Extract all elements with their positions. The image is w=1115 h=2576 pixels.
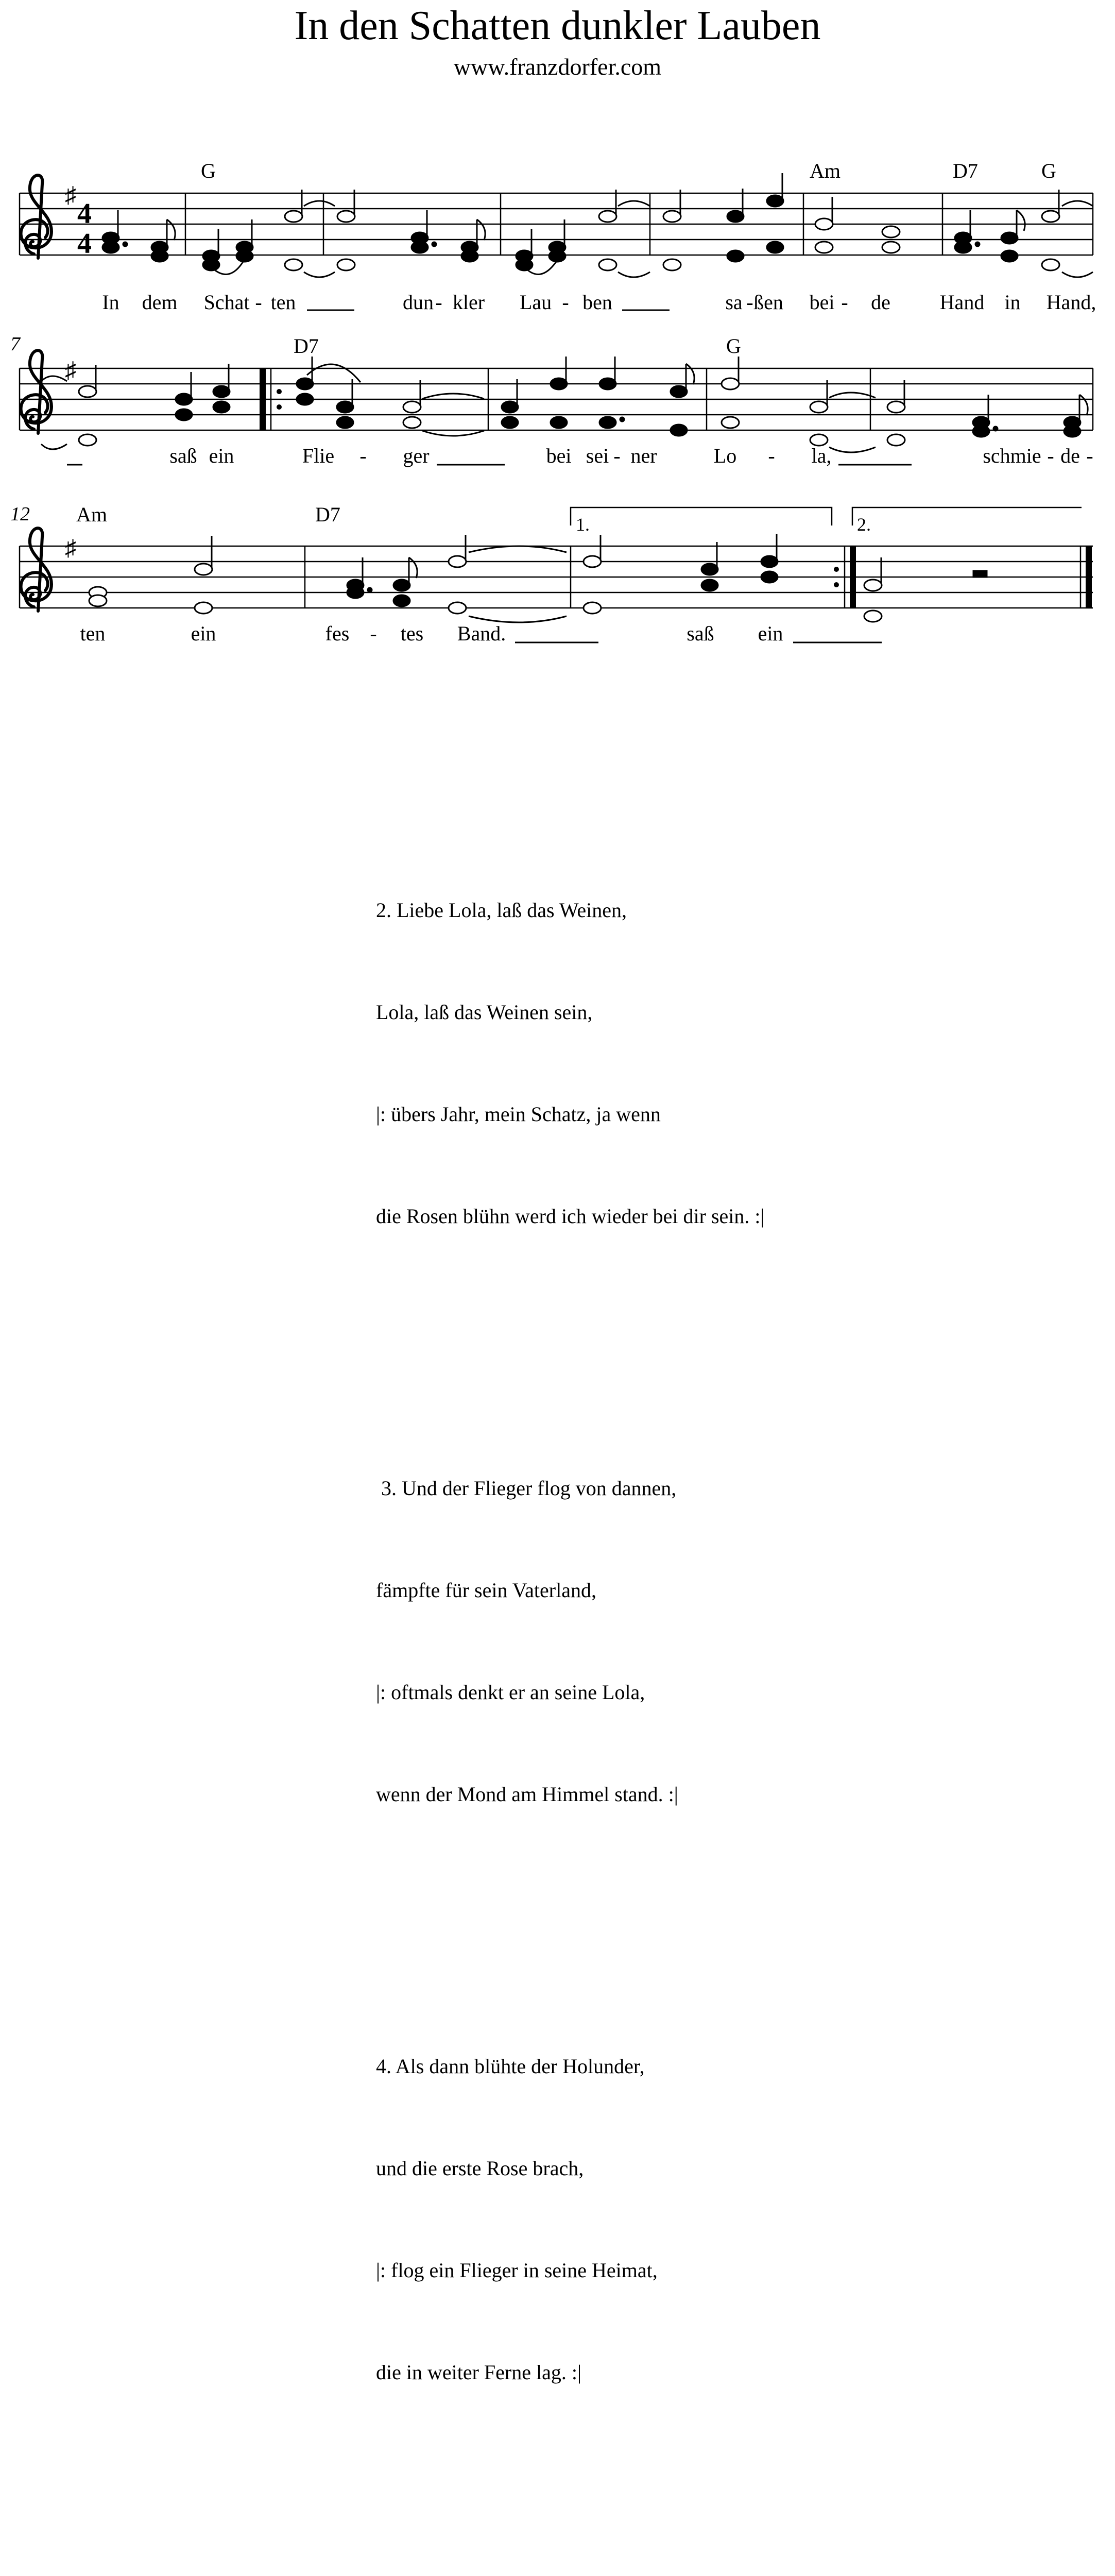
staff-system-1 <box>20 159 1096 314</box>
key-signature-sharp-icon: ♯ <box>65 182 76 208</box>
verse-line: 3. Und der Flieger flog von dannen, <box>376 1477 677 1500</box>
lyric-syllable: Flie <box>302 444 335 467</box>
chord-symbol: G <box>726 334 741 358</box>
lyric-hyphen: - <box>1086 444 1093 467</box>
lyric-syllable: de <box>871 291 890 314</box>
lyric-hyphen: - <box>746 291 753 314</box>
verse-line: |: übers Jahr, mein Schatz, ja wenn <box>376 1103 661 1126</box>
notes-system-2 <box>41 357 1088 452</box>
lyric-syllable: Hand <box>939 291 985 314</box>
lyric-syllable: sa <box>725 291 743 314</box>
verse-4 <box>376 1981 994 2458</box>
lyric-hyphen: - <box>562 291 569 314</box>
lyric-hyphen: - <box>359 444 367 467</box>
lyric-syllable: ein <box>209 444 234 467</box>
chord-symbol: Am <box>76 503 107 526</box>
repeat-dot <box>834 582 839 587</box>
notes-system-1 <box>102 173 1093 277</box>
lyric-syllable: saß <box>687 622 714 645</box>
lyric-syllable: la, <box>811 444 832 467</box>
verse-5 <box>376 2560 994 2576</box>
time-signature-top: 4 <box>77 198 92 230</box>
lyric-syllable: Hand, <box>1046 291 1096 314</box>
verse-line: fämpfte für sein Vaterland, <box>376 1579 596 1602</box>
key-signature-sharp-icon: ♯ <box>65 535 76 561</box>
chord-symbol: D7 <box>294 334 319 358</box>
lyric-syllable: bei <box>809 291 835 314</box>
website-url: www.franzdorfer.com <box>453 54 662 80</box>
lyric-syllable: dem <box>142 291 178 314</box>
additional-verses <box>376 757 994 2576</box>
treble-clef-icon <box>21 175 52 258</box>
repeat-dot <box>277 404 282 410</box>
song-title: In den Schatten dunkler Lauben <box>294 3 821 48</box>
chord-symbol: D7 <box>953 159 978 182</box>
staff-system-2 <box>10 333 1093 467</box>
verse-2 <box>376 825 994 1301</box>
measure-number: 12 <box>10 503 30 525</box>
lyric-syllable: fes <box>325 622 350 645</box>
chord-symbol: Am <box>810 159 840 182</box>
lyric-syllable: dun <box>403 291 434 314</box>
lyric-syllable: ten <box>80 622 106 645</box>
volta-label: 1. <box>576 514 590 535</box>
lyric-syllable: In <box>102 291 119 314</box>
chord-symbol: D7 <box>315 503 340 526</box>
lyric-syllable: ner <box>630 444 657 467</box>
verse-line: und die erste Rose brach, <box>376 2157 584 2180</box>
verse-line: die in weiter Ferne lag. :| <box>376 2361 581 2384</box>
lyric-syllable: bei <box>546 444 572 467</box>
lyric-syllable: kler <box>452 291 485 314</box>
lyric-syllable: de <box>1060 444 1080 467</box>
lyric-syllable: saß <box>169 444 197 467</box>
lyric-syllable: ger <box>403 444 430 467</box>
volta-label: 2. <box>857 514 871 535</box>
repeat-dot <box>834 567 839 572</box>
chord-symbol: G <box>1041 159 1056 182</box>
chord-symbol: G <box>201 159 216 182</box>
verse-line: 4. Als dann blühte der Holunder, <box>376 2055 645 2078</box>
lyric-syllable: in <box>1004 291 1021 314</box>
lyric-hyphen: - <box>1047 444 1054 467</box>
verse-line: wenn der Mond am Himmel stand. :| <box>376 1783 678 1806</box>
verse-line: |: oftmals denkt er an seine Lola, <box>376 1681 645 1704</box>
lyric-syllable: schmie <box>983 444 1041 467</box>
lyric-hyphen: - <box>255 291 262 314</box>
verse-line: die Rosen blühn werd ich wieder bei dir sein. :| <box>376 1205 765 1228</box>
time-signature-bottom: 4 <box>77 228 92 260</box>
volta-brackets <box>571 507 1082 526</box>
half-rest-icon <box>973 571 987 577</box>
lyric-syllable: Lau <box>519 291 552 314</box>
lyric-syllable: ben <box>582 291 612 314</box>
lyric-syllable: ßen <box>753 291 783 314</box>
measure-number: 7 <box>10 333 20 355</box>
lyric-syllable: Schat <box>203 291 250 314</box>
repeat-dot <box>277 389 282 394</box>
verse-line: 2. Liebe Lola, laß das Weinen, <box>376 899 627 922</box>
lyric-hyphen: - <box>370 622 377 645</box>
treble-clef-icon <box>21 528 52 611</box>
lyric-syllable: sei <box>586 444 609 467</box>
lyric-syllable: ein <box>758 622 783 645</box>
key-signature-sharp-icon: ♯ <box>65 358 76 383</box>
lyric-syllable: Lo <box>713 444 737 467</box>
lyric-syllable: Band. <box>457 622 506 645</box>
lyric-hyphen: - <box>768 444 775 467</box>
staff-system-3 <box>10 503 1093 645</box>
lyric-syllable: tes <box>400 622 424 645</box>
lyric-hyphen: - <box>435 291 442 314</box>
sheet-music-score <box>0 0 1115 670</box>
lyric-syllable: ten <box>270 291 296 314</box>
treble-clef-icon <box>21 350 52 433</box>
lyric-hyphen: - <box>841 291 848 314</box>
lyric-hyphen: - <box>613 444 621 467</box>
lyric-syllable: ein <box>191 622 216 645</box>
verse-3 <box>376 1403 994 1879</box>
verse-line: Lola, laß das Weinen sein, <box>376 1001 593 1024</box>
verse-line: |: flog ein Flieger in seine Heimat, <box>376 2259 658 2282</box>
